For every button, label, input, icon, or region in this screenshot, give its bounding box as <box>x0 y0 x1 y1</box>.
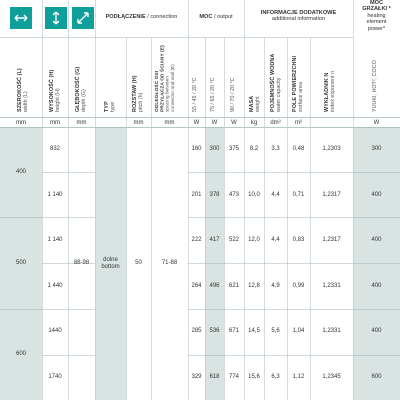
output-90-header: 90 / 70 / 20 °C <box>230 77 236 112</box>
cell-surface: 0,48 <box>292 146 305 153</box>
pitch-header: ROZSTAW (H) pitch (h) <box>132 75 144 112</box>
surface-header: POLE POWIERZCHNI surface area <box>292 55 304 112</box>
cell-heater: 600 <box>371 373 382 380</box>
unit-out2: W <box>211 119 218 126</box>
depth-cell: 88-98 <box>73 260 90 267</box>
unit-spacing: mm <box>164 119 175 126</box>
unit-surface: m² <box>295 119 302 126</box>
cell-out1: 160 <box>191 146 202 153</box>
unit-height: mm <box>50 119 60 126</box>
unit-pitch: mm <box>133 119 144 126</box>
cell-heater: 300 <box>371 146 382 153</box>
height-arrow-icon <box>45 7 67 29</box>
cell-water: 3,3 <box>271 146 280 153</box>
unit-water: dm³ <box>270 119 281 126</box>
cell-exponent: 1,2331 <box>322 282 341 289</box>
output-75-header: 75 / 65 / 20 °C <box>210 77 216 112</box>
cell-height: 1 140 <box>47 237 63 244</box>
cell-mass: 8,2 <box>249 146 259 153</box>
cell-out1: 329 <box>191 373 202 380</box>
cell-out1: 285 <box>191 328 202 335</box>
cell-out2: 417 <box>209 237 220 244</box>
cell-out3: 671 <box>228 328 239 335</box>
cell-out2: 496 <box>209 282 220 289</box>
cell-water: 4,4 <box>271 191 280 198</box>
cell-heater: 400 <box>371 237 382 244</box>
cell-water: 4,4 <box>271 237 280 244</box>
cell-out3: 473 <box>228 191 239 198</box>
info-group-header: INFORMACJE DODATKOWE additional information <box>260 10 337 23</box>
cell-water: 5,6 <box>271 328 280 335</box>
depth-arrow-icon <box>72 7 94 29</box>
output-55-header: 55 / 45 / 20 °C <box>192 77 198 112</box>
cell-height: 1440 <box>48 328 62 335</box>
depth-header: GŁĘBOKOŚĆ (G) depth (G) <box>75 66 87 112</box>
cell-height: 832 <box>49 146 60 153</box>
width-cell: 500 <box>15 260 26 267</box>
cell-out2: 536 <box>209 328 220 335</box>
unit-mass: kg <box>250 119 258 126</box>
width-cell: 400 <box>15 169 26 176</box>
cell-heater: 400 <box>371 328 382 335</box>
cell-surface: 0,99 <box>292 282 305 289</box>
type-cell <box>95 127 126 400</box>
type-header: TYP type <box>104 101 116 112</box>
cell-mass: 12,0 <box>248 237 260 244</box>
cell-height: 1 440 <box>47 282 63 289</box>
cell-out2: 618 <box>209 373 220 380</box>
pitch-cell: 50 <box>135 260 142 267</box>
cell-water: 6,3 <box>271 373 280 380</box>
cell-heater: 400 <box>371 191 382 198</box>
cell-out2: 300 <box>209 146 220 153</box>
cell-out1: 222 <box>191 237 202 244</box>
cell-surface: 1,04 <box>292 328 305 335</box>
width-cell: 600 <box>15 351 26 358</box>
width-arrow-icon <box>10 7 32 29</box>
cell-out3: 774 <box>228 373 239 380</box>
cell-exponent: 1,2317 <box>322 237 341 244</box>
cell-mass: 12,8 <box>248 282 260 289</box>
cell-out3: 621 <box>228 282 239 289</box>
unit-out1: W <box>193 119 200 126</box>
cell-surface: 0,71 <box>292 191 305 198</box>
exponent-header: WYKŁADNIK N index exponent n <box>324 70 336 112</box>
cell-out2: 378 <box>209 191 220 198</box>
cell-out3: 375 <box>228 146 239 153</box>
cell-height: 1 140 <box>47 191 63 198</box>
cell-out1: 264 <box>191 282 202 289</box>
unit-width: mm <box>16 119 26 126</box>
type-en: bottom <box>101 263 120 270</box>
water-header: POJEMNOŚĆ WODNA water capacity <box>270 53 282 112</box>
cell-exponent: 1,2345 <box>322 373 341 380</box>
cell-exponent: 1,2317 <box>322 191 341 198</box>
output-group-header: MOC / output <box>199 14 233 20</box>
mass-header: MASA weight <box>249 95 261 112</box>
cell-mass: 14,5 <box>248 328 260 335</box>
cell-height: 1740 <box>48 373 62 380</box>
spacing-header: ODLEGŁOŚĆ OSI PRZYŁĄCZA OD ŚCIANY (E) spacing between connector and wall (E) <box>155 45 176 112</box>
cell-surface: 1,12 <box>292 373 305 380</box>
spacing-cell: 71-88 <box>161 260 178 267</box>
cell-exponent: 1,2303 <box>322 146 341 153</box>
cell-water: 4,9 <box>271 282 280 289</box>
heater-header: YUUKI, HOT², COCO <box>372 60 378 112</box>
type-pl: dolne <box>103 256 118 263</box>
cell-mass: 10,0 <box>248 191 260 198</box>
cell-mass: 15,6 <box>248 373 260 380</box>
width-header: SZEROKOŚĆ (L) width (L) <box>17 68 29 112</box>
connection-group-header: PODŁĄCZENIE / connection <box>105 14 178 20</box>
unit-heater: W <box>373 119 380 126</box>
cell-surface: 0,83 <box>292 237 305 244</box>
height-header: WYSOKOŚĆ (H) height (H) <box>49 69 61 112</box>
heater-group-header: MOC GRZAŁKI * heating element power* <box>362 0 391 32</box>
unit-out3: W <box>231 119 237 126</box>
cell-exponent: 1,2331 <box>322 328 341 335</box>
unit-depth: mm <box>76 119 87 126</box>
cell-heater: 400 <box>371 282 382 289</box>
cell-out3: 522 <box>228 237 239 244</box>
cell-out1: 201 <box>191 191 202 198</box>
